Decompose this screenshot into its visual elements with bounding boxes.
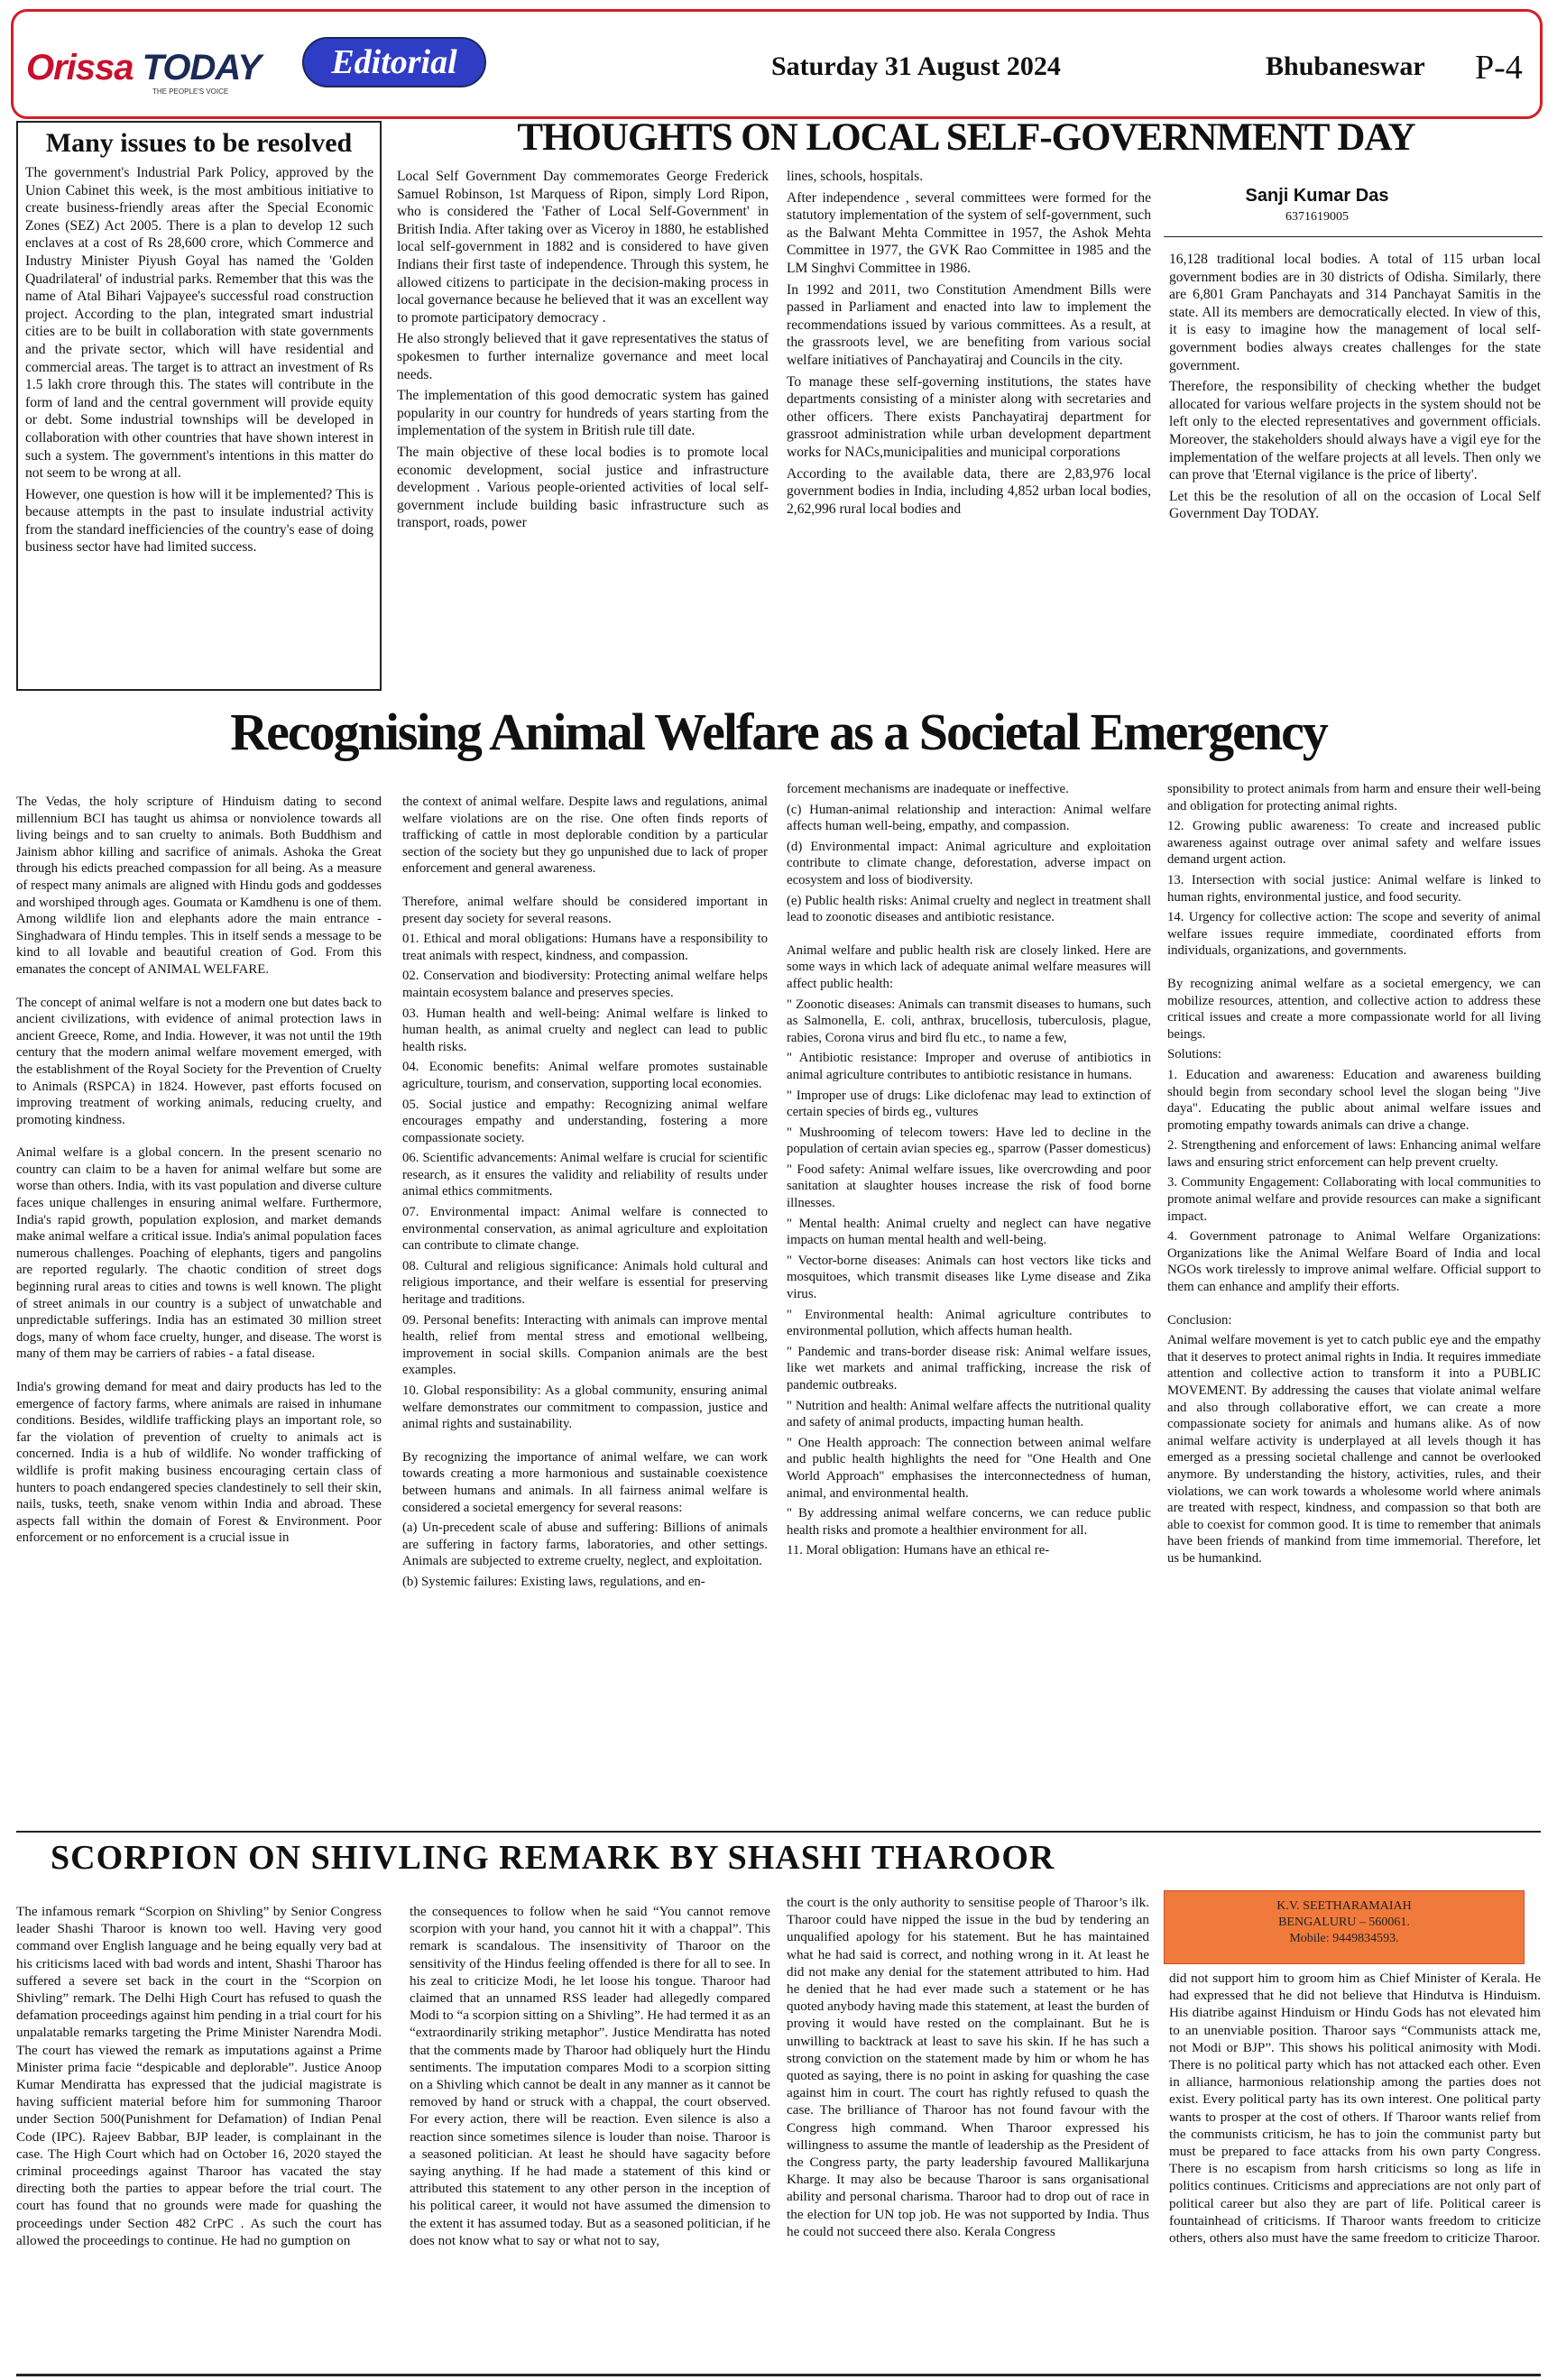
paragraph: By recognizing animal welfare as a societal emergency, we can mobilize resources, attention, and collective action to address these critical issues and create a more compassionate world for all living beings. xyxy=(1167,976,1541,1042)
divider xyxy=(16,1831,1541,1833)
paragraph: (d) Environmental impact: Animal agriculture and exploitation contribute to climate change, deforestation, adverse impact on ecosystem and loss of biodiversity. xyxy=(787,839,1151,887)
paragraph: The concept of animal welfare is not a modern one but dates back to ancient civilizations, with evidence of animal protection laws in ancient Greece, Rome, and India. However, it was not until the 19th century that the modern animal welfare movement emerged, with the establishment of the Royal Society for the Prevention of Cruelty to Animals (RSPCA) in 1824. However, past efforts focused on improving treatment of working animals, reducing cruelty, and promoting kindness. xyxy=(16,995,382,1127)
scorpion-headline: SCORPION ON SHIVLING REMARK BY SHASHI THAROOR xyxy=(51,1839,1055,1877)
logo-today: TODAY xyxy=(142,48,261,87)
paragraph: " Mushrooming of telecom towers: Have led to decline in the population of certain avian species eg., sparrow (Passer domesticus) xyxy=(787,1125,1151,1157)
animal-column-1 xyxy=(16,794,382,1550)
paragraph: Therefore, the responsibility of checking whether the budget allocated for various welfare projects in the system should not be left only to the elected representatives and government officials. Moreover, the stakeholders should always have a vigil eye for the implementation of the welfare projects at all levels. Then only we can prove that 'Eternal vigilance is the price of liberty'. xyxy=(1169,379,1541,483)
animal-column-3 xyxy=(787,781,1151,1563)
paragraph: 16,128 traditional local bodies. A total of 115 urban local government bodies are in 30 districts of Odisha. Similarly, there are 6,801 Gram Panchayats and 314 Panchayat Samitis in the state. All its members are democratically elected. In view of this, it is easy to imagine how the management of local self-government bodies always creates challenges for the state government. xyxy=(1169,252,1541,373)
paragraph: 12. Growing public awareness: To create and increased public awareness against outrage over animal safety and welfare issues demand urgent action. xyxy=(1167,819,1541,868)
paragraph: (e) Public health risks: Animal cruelty and neglect in treatment shall lead to zoonotic diseases and antibiotic resistance. xyxy=(787,893,1151,925)
paragraph: 03. Human health and well-being: Animal welfare is linked to human health, as animal cruelty and neglect can lead to public health risks. xyxy=(402,1006,768,1054)
paragraph-break xyxy=(16,1366,382,1379)
paragraph: The implementation of this good democratic system has gained popularity in our country for hundreds of years starting from the implementation of the system in British rule till date. xyxy=(397,388,769,439)
paragraph: (c) Human-animal relationship and interaction: Animal welfare affects human well-being, empathy, and compassion. xyxy=(787,802,1151,834)
paragraph: the court is the only authority to sensitise people of Tharoor’s ilk. Tharoor could have nipped the issue in the bud by tendering an unqualified apology for his statement. But he has maintained what he had said is correct, and nothing wrong in it. At least he did not make any denial for the statement attributed to him. Had he denied that he had ever made such a statement or he has quoted anybody having made this statement, at least the burden of proving it would have rested on the complainant. But he is unwilling to backtrack at least to save his skin. If he has such a strong conviction on the statement made by him or whom he has quoted as saying, there is no point in asking for quashing the case against him in court. The court has rightly refused to quash the case. The brilliance of Tharoor has not found favour with the Congress high command. When Tharoor expressed his willingness to assume the mantle of leadership as the President of the Congress party, the party leadership favoured Mallikarjuna Kharge. It may also be because Tharoor is sans organisational ability and personal charisma. Tharoor had to drop out of race in the election for UN top job. He was not supported by India. Thus he could not succeed there also. Kerala Congress xyxy=(787,1895,1149,2239)
paragraph: " Improper use of drugs: Like diclofenac may lead to extinction of certain species of birds eg., vultures xyxy=(787,1088,1151,1120)
author-box xyxy=(1164,1890,1525,1964)
paragraph: " Environmental health: Animal agriculture contributes to environmental pollution, which affects human health. xyxy=(787,1307,1151,1339)
paragraph: The infamous remark “Scorpion on Shivling” by Senior Congress leader Shashi Tharoor is known too well. Having very good command over English language and he being equally very bad at his criticisms laced with bad words and intent, Shashi Tharoor has suffered a severe set back in the court in the “Scorpion on Shivling” remark. The Delhi High Court has refused to quash the defamation proceedings against him pending in a trial court for his unpalatable remarks targeting the Prime Minister Narendra Modi. The court has viewed the remark as imputations against a Prime Minister prima facie “despicable and deplorable”. Justice Anoop Kumar Mendiratta has expressed that the judicial magistrate is having sufficient material before him for summoning Tharoor under Section 500(Punishment for Defamation) of Indian Penal Code (IPC). Rajeev Babbar, BJP leader, is complainant in the case. The High Court which had on October 16, 2020 stayed the criminal proceedings against Tharoor has vacated the stay directing both the parties to appear before the trial court. The court has found that no grounds were made for quashing the proceedings under Section 482 CrPC . As such the court has allowed the proceedings to continue. He had no gumption on xyxy=(16,1904,382,2248)
publication-date: Saturday 31 August 2024 xyxy=(771,51,1061,81)
paragraph-break xyxy=(787,930,1151,942)
paragraph: sponsibility to protect animals from harm and ensure their well-being and obligation for protecting animal rights. xyxy=(1167,782,1541,813)
paragraph: 14. Urgency for collective action: The scope and severity of animal welfare issues require immediate, coordinated efforts from individuals, organizations, and governments. xyxy=(1167,910,1541,959)
paragraph: 05. Social justice and empathy: Recognizing animal welfare encourages empathy and understanding, fostering a more compassionate society. xyxy=(402,1097,768,1145)
paragraph: 1. Education and awareness: Education and awareness building should begin from secondary school level the slogan being "Jive daya". Educating the public about animal welfare issues and promoting empathy towards animals can drive a change. xyxy=(1167,1067,1541,1133)
author-address: BENGALURU – 560061. xyxy=(1278,1916,1410,1929)
paragraph: " Antibiotic resistance: Improper and overuse of antibiotics in animal agriculture contributes to antibiotic resistance in humans. xyxy=(787,1051,1151,1082)
divider xyxy=(1164,236,1543,237)
paragraph: India's growing demand for meat and dairy products has led to the emergence of factory farms, where animals are raised in inhumane conditions. Besides, wildlife trafficking plays an important role, so far the violation of prevention of cruelty to animals act is concerned. India is a hub of wildlife. No wonder trafficking of wildlife is profit making business encouraging certain class of hunters to poach endangered species clandestinely to sell their skin, nails, tusks, teeth, snake venom within India and abroad. These aspects fall within the domain of Forest & Environment. Poor enforcement or no enforcement is a crucial issue in xyxy=(16,1380,382,1546)
editorial-title: Many issues to be resolved xyxy=(45,128,353,158)
author-name: Sanji Kumar Das xyxy=(1245,186,1389,206)
paragraph: 02. Conservation and biodiversity: Protecting animal welfare helps maintain ecosystem balance and preserves species. xyxy=(402,969,768,1000)
paragraph: 06. Scientific advancements: Animal welfare is crucial for scientific research, as it ensures the validity and reliability of results under animal ethics commitments. xyxy=(402,1151,768,1199)
editorial-body xyxy=(25,164,373,560)
paragraph: lines, schools, hospitals. xyxy=(787,169,924,184)
paragraph: Animal welfare movement is yet to catch public eye and the empathy that it deserves to protect animal rights in India. It requires immediate attention and collective action to transform it into a PUBLIC MOVEMENT. By addressing the causes that violate animal welfare and also through collaborative effort, we can create a more compassionate society for animals and humans alike. As of now animal welfare activity is underplayed at all levels though it has emerged as a pressing societal challenge and cannot be overlooked anymore. By understanding the history, activities, rules, and their violations, we can work towards a wholesome world where animals are treated with respect, kindness, and compassion so that both are able to coexist for common good. It is time to remember that animals have been friends of mankind from time immemorial. Therefore, let us be humankind. xyxy=(1167,1333,1541,1566)
masthead xyxy=(11,9,1543,119)
scorpion-column-3 xyxy=(787,1894,1149,2244)
paragraph: The main objective of these local bodies is to promote local economic development, social justice and infrastructure development . Various people-oriented activities of local self-government include building basic infrastructure such as transport, roads, power xyxy=(397,444,769,531)
paragraph: " Zoonotic diseases: Animals can transmit diseases to humans, such as Salmonella, E. coli, anthrax, brucellosis, tuberculosis, plague, rabies, Corona virus and bird flu etc., to name a few, xyxy=(787,997,1151,1045)
paragraph: forcement mechanisms are inadequate or ineffective. xyxy=(787,782,1069,796)
paragraph: Local Self Government Day commemorates George Frederick Samuel Robinson, 1st Marquess of Ripon, simply Lord Ripon, who is considered the 'Father of Local Self-Government' in British India. After taking over as Viceroy in 1880, he established local self-government in 1882 and is considered to have given Indians their first taste of independence. Through this system, he allowed citizens to participate in the decision-making process in local governance because he believed that it was an excellent way to promote participatory democracy . xyxy=(397,169,769,326)
paragraph: Animal welfare and public health risk are closely linked. Here are some ways in which lack of adequate animal welfare measures will affect public health: xyxy=(787,942,1151,991)
paragraph-break xyxy=(16,1132,382,1144)
paragraph: To manage these self-governing institutions, the states have departments consisting of a minister along with secretaries and other officers. There exists Panchayatiraj department for grassroot administration while urban development department works for NACs,municipalities and municipal corporations xyxy=(787,373,1151,460)
paragraph: Conclusion: xyxy=(1167,1312,1232,1328)
section-label: Editorial xyxy=(302,37,486,87)
paragraph: " One Health approach: The connection between animal welfare and public health highlights the need for "One Health and One World Approach" emphasises the interconnectedness of human, animal, and environmental health. xyxy=(787,1435,1151,1501)
paragraph: Therefore, animal welfare should be considered important in present day society for several reasons. xyxy=(402,894,768,926)
paragraph: 11. Moral obligation: Humans have an ethical re- xyxy=(787,1543,1050,1558)
divider xyxy=(16,2374,1541,2376)
paragraph: According to the available data, there are 2,83,976 local government bodies in India, including 4,852 urban local bodies, 2,62,996 rural local bodies and xyxy=(787,465,1151,517)
scorpion-column-2 xyxy=(410,1903,770,2253)
paragraph: He also strongly believed that it gave representatives the status of spokesmen to further internalize governance and meet local needs. xyxy=(397,331,769,382)
paragraph: " Mental health: Animal cruelty and neglect can have negative impacts on human mental health and well-being. xyxy=(787,1216,1151,1248)
scorpion-column-4 xyxy=(1169,1970,1541,2250)
thoughts-headline: THOUGHTS ON LOCAL SELF-GOVERNMENT DAY xyxy=(517,116,1415,159)
paragraph-break xyxy=(16,982,382,995)
paragraph: the consequences to follow when he said “You cannot remove scorpion with your hand, you cannot hit it with a chappal”. This remark is scandalous. The insensitivity of Tharoor on the sensitivity of the Hindus feeling offended is there for all to see. In his zeal to criticize Modi, he let loose his tongue. Tharoor had claimed that an unnamed RSS leader had allegedly compared Modi to “a scorpion sitting on a Shivling”. He had termed it as an “extraordinarily striking metaphor”. Justice Mendiratta has noted that the comments made by Tharoor had obliquely hurt the Hindu sentiments. The imputation compares Modi to a scorpion sitting on a Shivling which cannot be dealt in any manner as it cannot be removed by hand or struck with a chappal, the court observed. For every action, there will be reaction. Even silence is also a reaction since sometimes silence is louder than noise. Tharoor is a seasoned politician. At least he should have sagacity before saying anything. If he had made a statement of this kind or attributed this statement to any other person in the inception of his political career, it would not have assumed the dimension to the extent it has assumed today. But as a seasoned politician, if he does not know what to say or what not to say, xyxy=(410,1904,770,2248)
paragraph: By recognizing the importance of animal welfare, we can work towards creating a more harmonious and sustainable coexistence between humans and animals. In all fairness animal welfare is considered a societal emergency for several reasons: xyxy=(402,1449,768,1515)
paragraph-break xyxy=(1167,1300,1541,1312)
thoughts-column-3 xyxy=(1169,251,1541,527)
paragraph-break xyxy=(1167,963,1541,976)
paragraph: (b) Systemic failures: Existing laws, regulations, and en- xyxy=(402,1574,705,1589)
author-phone: 6371619005 xyxy=(1285,210,1349,224)
paragraph: " Pandemic and trans-border disease risk: Animal welfare issues, like wet markets and animal trafficking, increase the risk of pandemic outbreaks. xyxy=(787,1344,1151,1392)
logo-main: Orissa xyxy=(26,48,134,87)
paragraph: " Nutrition and health: Animal welfare affects the nutritional quality and safety of animal products, impacting human health. xyxy=(787,1398,1151,1430)
thoughts-column-1 xyxy=(397,168,769,536)
editorial-box xyxy=(16,121,382,691)
paragraph-break xyxy=(402,881,768,894)
paragraph: " Vector-borne diseases: Animals can host vectors like ticks and mosquitoes, which transmit diseases like Lyme disease and Zika virus. xyxy=(787,1253,1151,1302)
paragraph: 3. Community Engagement: Collaborating with local communities to promote animal welfare and provide resources can make a significant impact. xyxy=(1167,1175,1541,1224)
paragraph: Solutions: xyxy=(1167,1047,1222,1062)
paragraph: 08. Cultural and religious significance: Animals hold cultural and religious importance, and their welfare is essential for preserving heritage and traditions. xyxy=(402,1258,768,1308)
animal-column-2 xyxy=(402,794,768,1594)
paragraph: The government's Industrial Park Policy, approved by the Union Cabinet this week, is the most ambitious initiative to create business-friendly areas after the Special Economic Zones (SEZ) Act 2005. There is a plan to develop 12 such enclaves at a cost of Rs 28,600 crore, which Commerce and Industry Minister Piyush Goyal has named the 'Golden Quadrilateral' of industrial parks. Remember that this was the name of Atal Bihari Vajpayee's successful road construction project. According to the plan, integrated smart industrial cities are to be built in collaboration with state governments and the private sector, which will have residential and commercial areas. The target is to attract an investment of Rs 1.5 lakh crore through this. The states will contribute in the form of land and the central government will provide equity or debt. Some industrial townships will be developed in collaboration with other countries that have shown interest in such a system. The government's intentions in this matter do not seem to be wrong at all. xyxy=(25,165,373,482)
paragraph: 4. Government patronage to Animal Welfare Organizations: Organizations like the Animal Welfare Board of India and local NGOs work tirelessly to improve animal welfare. Official support to them can enhance and amplify their efforts. xyxy=(1167,1229,1541,1295)
logo[interactable] xyxy=(26,48,261,96)
paragraph: " Food safety: Animal welfare issues, like overcrowding and poor sanitation at slaughter houses increase the risk of food borne illnesses. xyxy=(787,1162,1151,1211)
animal-headline: Recognising Animal Welfare as a Societal Emergency xyxy=(230,703,1327,761)
thoughts-column-2 xyxy=(787,168,1151,521)
logo-tagline: THE PEOPLE'S VOICE xyxy=(152,87,229,96)
paragraph: 13. Intersection with social justice: Animal welfare is linked to human rights, environmental justice, and food security. xyxy=(1167,872,1541,905)
paragraph: The Vedas, the holy scripture of Hinduism dating to second millennium BCI has taught us ahimsa or nonviolence towards all living beings and to san cruelty to animals. Both Buddhism and Jainism abhor killing and sacrifice of animals. Ashoka the Great through his edicts preached compassion for all being. As a measure of respect many animals are aligned with Hindu gods and goddesses and worshiped through ages. Goumata or Kamdhenu is one of them. Among wildlife lion and elephants adore the main entrance - Singhadwara of Hindu temples. This in itself sends a message to be kind to all lovable and beautiful creation of God. From this emanates the concept of ANIMAL WELFARE. xyxy=(16,795,382,977)
page-number: P-4 xyxy=(1475,49,1523,87)
paragraph-break xyxy=(402,1437,768,1449)
paragraph: In 1992 and 2011, two Constitution Amendment Bills were passed in Parliament and enacted into law to implement the recommendations issued by various committees. As a result, at the grassroots level, we are benefiting from various social welfare initiatives of Panchayatiraj and Councils in the city. xyxy=(787,281,1151,368)
paragraph: " By addressing animal welfare concerns, we can reduce public health risks and promote a healthier environment for all. xyxy=(787,1506,1151,1538)
scorpion-column-1 xyxy=(16,1903,382,2253)
thoughts-byline xyxy=(1164,186,1470,225)
paragraph: 04. Economic benefits: Animal welfare promotes sustainable agriculture, tourism, and conservation, supporting local economies. xyxy=(402,1060,768,1091)
paragraph: 2. Strengthening and enforcement of laws: Enhancing animal welfare laws and ensuring strict enforcement can help prevent cruelty. xyxy=(1167,1138,1541,1170)
paragraph: 10. Global responsibility: As a global community, ensuring animal welfare demonstrates our commitment to compassion, justice and animal rights and sustainability. xyxy=(402,1383,768,1432)
paragraph: 09. Personal benefits: Interacting with animals can improve mental health, relief from mental stress and emotional wellbeing, improvement in social skills. Companion animals are the best examples. xyxy=(402,1312,768,1378)
paragraph: 01. Ethical and moral obligations: Humans have a responsibility to treat animals with respect, kindness, and compassion. xyxy=(402,932,768,963)
publication-city: Bhubaneswar xyxy=(1266,51,1425,81)
author-mobile: Mobile: 9449834593. xyxy=(1289,1932,1399,1945)
paragraph: After independence , several committees were formed for the statutory implementation of the system of self-government, such as the Balwant Mehta Committee in 1957, the Ashok Mehta Committee in 1977, the GVK Rao Committee in 1985 and the LM Singhvi Committee in 1986. xyxy=(787,189,1151,276)
animal-column-4 xyxy=(1167,781,1541,1571)
paragraph: Animal welfare is a global concern. In the present scenario no country can claim to be a haven for animal welfare but some are worse than others. India, with its vast population and diverse culture faces unique challenges in ensuring animal welfare. Furthermore, India's rapid growth, population explosion, and market demands make animal welfare a critical issue. India's animal population faces numerous challenges. Poaching of elephants, tigers and pangolins are reported regularly. The chaotic condition of street dogs beginning rural areas to cities and towns is well known. The plight of street animals in our country is a subject of unwatchable and unpredictable sufferings. India has an estimated 30 million street dogs, many of whom face cruelty, hunger, and disease. The worst is many of them may be carriers of rabies - a fatal disease. xyxy=(16,1145,382,1362)
paragraph: Let this be the resolution of all on the occasion of Local Self Government Day TODAY. xyxy=(1169,488,1541,522)
paragraph: However, one question is how will it be implemented? This is because attempts in the past to insulate industrial activity from the standard inefficiencies of the country's ease of doing business sector have had limited success. xyxy=(25,486,373,556)
paragraph: (a) Un-precedent scale of abuse and suffering: Billions of animals are suffering in factory farms, laboratories, and other settings. Animals are subjected to extreme cruelty, neglect, and exploitation. xyxy=(402,1521,768,1569)
paragraph: did not support him to groom him as Chief Minister of Kerala. He had expressed that he did not believe that Hindutva is Hinduism. His diatribe against Hinduism or Hindu Gods has not elevated him to an unenviable position. Tharoor says “Communists attack me, not Modi or BJP”. This shows his political animosity with Modi. There is no political party which has not attacked each other. Even in alliance, harmonious relationship among the parties does not exist. Every political party has its own interest. One political party wants to prosper at the cost of others. If Tharoor wants relief from the communists criticism, he has to join the communist party but must be prepared to face attacks from his own party Congress. There is no escapism from harsh criticisms so long as life in politics continues. Criticisms and appreciations are not only part of political career but also they are part of life. Political career is fountainhead of criticisms. If Tharoor wants freedom to criticize others, others also must have the same freedom to criticize Tharoor. xyxy=(1169,1971,1541,2247)
author-name: K.V. SEETHARAMAIAH xyxy=(1276,1899,1412,1913)
paragraph: 07. Environmental impact: Animal welfare is connected to environmental conservation, as animal agriculture and exploitation can contribute to climate change. xyxy=(402,1205,768,1254)
paragraph: the context of animal welfare. Despite laws and regulations, animal welfare violations are on the rise. One often finds reports of trafficking of cattle in most deplorable condition by a particular section of the society but they go unpunished due to lack of proper enforcement and general awareness. xyxy=(402,795,768,877)
